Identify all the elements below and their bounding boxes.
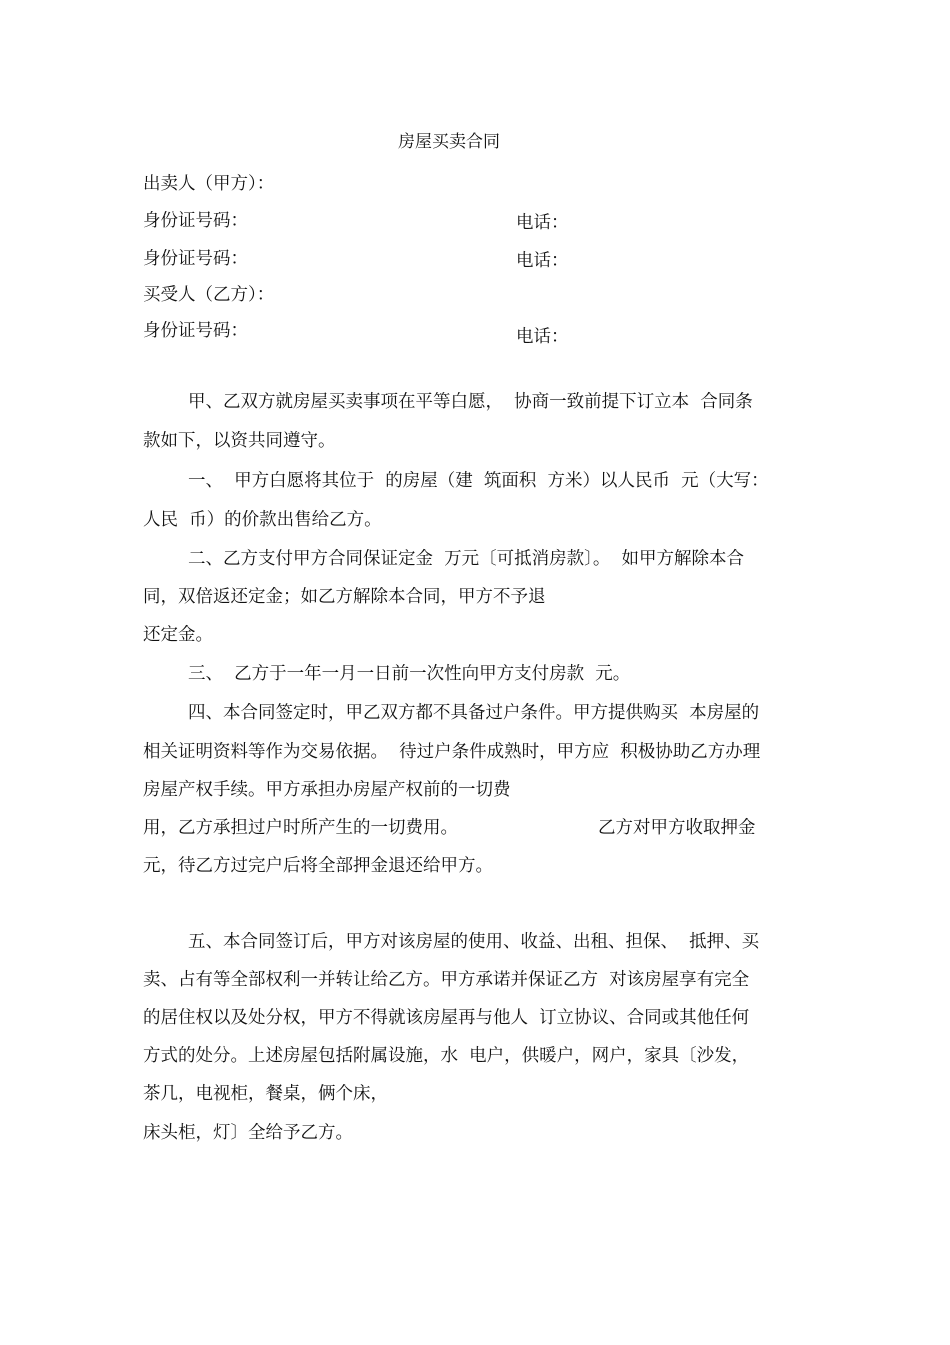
seller-phone-label-2: 电话： bbox=[516, 251, 569, 271]
clause-4-line-4: 用，乙方承担过户时所产生的一切费用。 bbox=[143, 818, 458, 838]
buyer-phone-label: 电话： bbox=[516, 327, 569, 347]
buyer-label: 买受人（乙方）： bbox=[143, 285, 275, 305]
preamble-line-1: 甲、乙双方就房屋买卖事项在平等白愿， 协商一致前提下订立本 合同条 bbox=[188, 392, 753, 412]
clause-3-line-1: 三、 乙方于一年一月一日前一次性向甲方支付房款 元。 bbox=[188, 664, 631, 684]
clause-4-deposit-text: 乙方对甲方收取押金 bbox=[598, 818, 756, 838]
clause-4-line-1: 四、本合同签定时，甲乙双方都不具备过户条件。甲方提供购买 本房屋的 bbox=[188, 703, 760, 723]
clause-5-line-6: 床头柜，灯〕全给予乙方。 bbox=[143, 1123, 353, 1143]
clause-5-line-5: 茶几，电视柜，餐桌，俩个床， bbox=[143, 1084, 388, 1104]
clause-5-line-4: 方式的处分。上述房屋包括附属设施，水 电户，供暖户，网户，家具〔沙发， bbox=[143, 1046, 750, 1066]
seller-label: 出卖人（甲方）： bbox=[143, 174, 275, 194]
seller-id-label-2: 身份证号码： bbox=[143, 249, 248, 269]
document-title: 房屋买卖合同 bbox=[398, 132, 500, 152]
clause-4-line-5: 元，待乙方过完户后将全部押金退还给甲方。 bbox=[143, 856, 493, 876]
clause-1-line-2: 人民 币）的价款出售给乙方。 bbox=[143, 510, 382, 530]
clause-2-line-3: 还定金。 bbox=[143, 625, 213, 645]
clause-5-line-3: 的居住权以及处分权，甲方不得就该房屋再与他人 订立协议、合同或其他任何 bbox=[143, 1008, 750, 1028]
seller-phone-label: 电话： bbox=[516, 213, 569, 233]
clause-4-line-3: 房屋产权手续。甲方承担办房屋产权前的一切费 bbox=[143, 780, 511, 800]
clause-1-line-1: 一、 甲方白愿将其位于 的房屋（建 筑面积 方米）以人民币 元（大写： bbox=[188, 471, 769, 491]
clause-5-line-2: 卖、占有等全部权利一并转让给乙方。甲方承诺并保证乙方 对该房屋享有完全 bbox=[143, 970, 750, 990]
clause-5-line-1: 五、本合同签订后，甲方对该房屋的使用、收益、出租、担保、 抵押、买 bbox=[188, 932, 760, 952]
clause-2-line-1: 二、乙方支付甲方合同保证定金 万元〔可抵消房款〕。 如甲方解除本合 bbox=[188, 549, 744, 569]
preamble-line-2: 款如下，以资共同遵守。 bbox=[143, 431, 336, 451]
clause-4-line-2: 相关证明资料等作为交易依据。 待过户条件成熟时，甲方应 积极协助乙方办理 bbox=[143, 742, 761, 762]
seller-id-label: 身份证号码： bbox=[143, 211, 248, 231]
buyer-id-label: 身份证号码： bbox=[143, 321, 248, 341]
clause-2-line-2: 同，双倍返还定金；如乙方解除本合同，甲方不予退 bbox=[143, 587, 546, 607]
